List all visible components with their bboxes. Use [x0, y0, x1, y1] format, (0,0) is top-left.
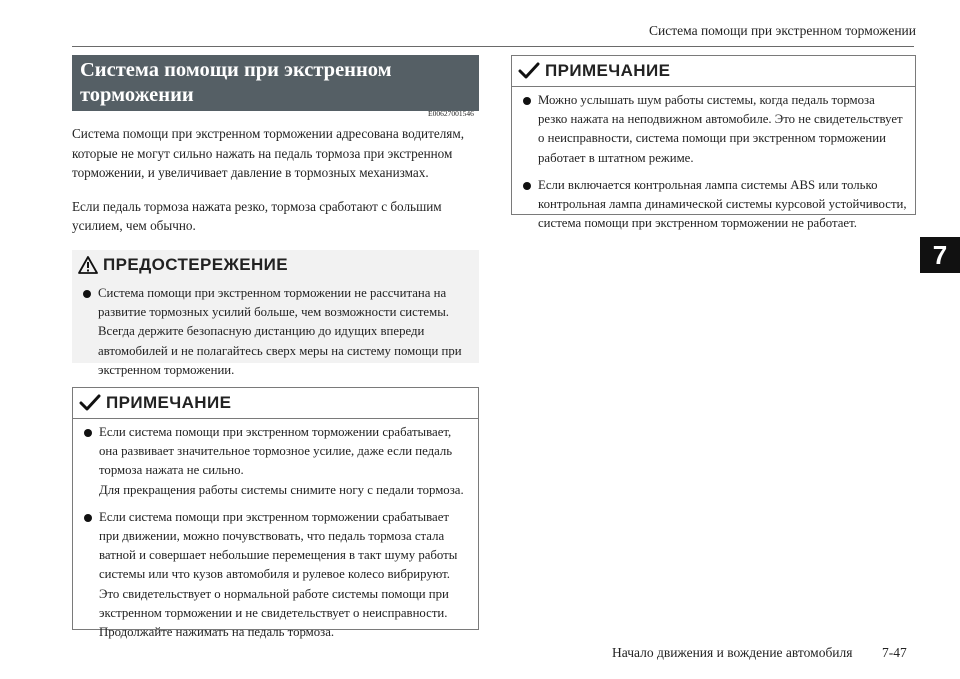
running-header-title: Система помощи при экстренном торможении	[649, 23, 916, 38]
pencil-check-icon	[79, 394, 101, 412]
section-code: E00627001546	[428, 109, 474, 118]
section-title	[72, 55, 479, 111]
warning-label: ПРЕДОСТЕРЕЖЕНИЕ	[103, 255, 289, 274]
note-header-left	[73, 388, 478, 419]
note-box-right	[511, 55, 916, 231]
warning-triangle-icon	[78, 256, 98, 274]
note-left-item-1-text: Если система помощи при экстренном торможении срабатывает, она развивает значительное тормозное усилие, даже если педаль тормоза нажата не сильно.	[99, 425, 453, 478]
intro-text	[72, 124, 482, 250]
note-right-item-2: Если включается контрольная лампа системы ABS или только контрольная лампа динамической системы курсовой устойчивости, система помощи при экстренном торможении не работает.	[522, 176, 907, 234]
warning-item: Система помощи при экстренном торможении не рассчитана на развитие тормозных усилий больше, чем возможности системы. Всегда держите безопасную дистанцию до идущих впереди автомобилей и не полагайтесь сверх меры на систему помощи при экстренном торможении.	[82, 284, 471, 380]
note-left-item-2-text: Если система помощи при экстренном торможении срабатывает при движении, можно почувствовать, что педаль тормоза стала ватной и совершает небольшие перемещения в такт шуму работы системы или что кузов автомобиля и рулевое колесо вибрируют. Это свидетельствует о нормальной работе системы помощи при экстренном торможении и не свидетельствует о неисправности. Продолжайте нажимать на педаль тормоза.	[99, 509, 458, 640]
page-number: 7-47	[882, 645, 907, 660]
note-left-item-1	[83, 423, 470, 500]
header-rule	[72, 46, 914, 47]
intro-paragraph-1: Система помощи при экстренном торможении адресована водителям, которые не могут сильно нажать на педаль тормоза при экстренном торможении, и увеличивает давление в тормозных механизмах.	[72, 126, 465, 180]
pencil-check-icon	[518, 62, 540, 80]
note-box-left	[72, 387, 479, 640]
intro-paragraph-2: Если педаль тормоза нажата резко, тормоза сработают с большим усилием, чем обычно.	[72, 198, 442, 233]
note-header-right	[512, 56, 915, 87]
warning-box	[72, 250, 479, 377]
note-right-item-1: Можно услышать шум работы системы, когда педаль тормоза резко нажата на неподвижном автомобиле. Это не свидетельствует о неисправности, система помощи при экстренном торможении работает в штатном режиме.	[522, 91, 907, 168]
section-title-line-2: торможении	[80, 84, 194, 106]
note-label-right: ПРИМЕЧАНИЕ	[545, 61, 671, 80]
footer-chapter-title: Начало движения и вождение автомобиля	[612, 645, 853, 660]
section-title-line-1: Система помощи при экстренном	[80, 59, 392, 81]
note-left-item-2	[83, 508, 470, 642]
note-label-left: ПРИМЕЧАНИЕ	[106, 393, 232, 412]
warning-header	[72, 250, 479, 280]
note-left-item-1-extra: Для прекращения работы системы снимите ногу с педали тормоза.	[99, 482, 464, 497]
chapter-tab: 7	[920, 237, 960, 273]
